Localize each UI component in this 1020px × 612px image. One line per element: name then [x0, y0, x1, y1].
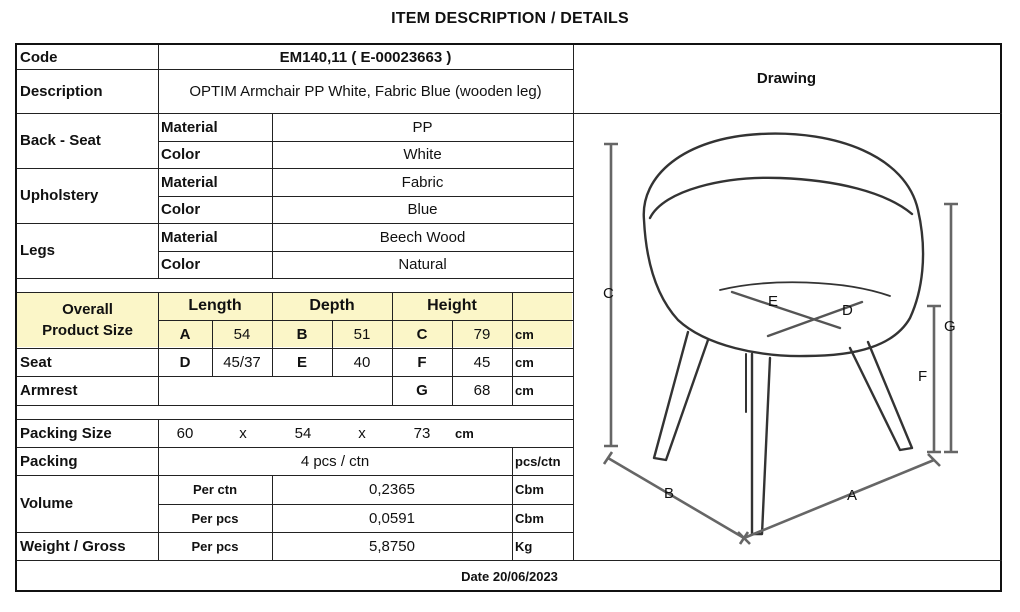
packing-size-label: Packing Size	[20, 424, 112, 442]
dim-f-line	[927, 306, 941, 452]
weight-per-pcs-label: Per pcs	[191, 538, 239, 554]
legs-material-label: Material	[161, 228, 218, 246]
volume-label: Volume	[20, 495, 74, 512]
volume-per-ctn-label: Per ctn	[192, 482, 238, 497]
rule	[17, 278, 573, 279]
back-seat-material-label: Material	[161, 118, 218, 136]
dim-a-value: 54	[233, 325, 251, 343]
dim-a-line	[738, 454, 940, 544]
volume-unit-pcs: Cbm	[515, 510, 544, 526]
armrest-unit: cm	[515, 383, 534, 398]
dim-d-key: D	[179, 353, 191, 371]
back-seat-material: PP	[412, 118, 433, 136]
dim-f-label: F	[918, 368, 928, 385]
back-seat-color: White	[403, 146, 442, 163]
packing-label: Packing	[20, 452, 78, 470]
dim-b-label: B	[664, 485, 675, 502]
drawing-label: Drawing	[756, 69, 817, 87]
armrest-label: Armrest	[20, 382, 78, 399]
dim-e-value: 40	[353, 353, 371, 371]
code-label: Code	[20, 48, 58, 66]
legs-color: Natural	[398, 256, 447, 273]
upholstery-material-label: Material	[161, 173, 218, 191]
dim-a-key: A	[179, 325, 191, 343]
chair-leg-front-right	[850, 342, 912, 450]
dim-c-key: C	[416, 325, 428, 343]
volume-unit-ctn: Cbm	[515, 482, 544, 497]
dim-g-key: G	[416, 382, 428, 399]
dim-f-value: 45	[473, 353, 491, 371]
rule	[17, 405, 573, 406]
dim-f-key: F	[417, 353, 427, 371]
packing-unit: pcs/ctn	[515, 453, 561, 469]
packing-x-2: x	[358, 424, 366, 442]
dim-c-value: 79	[473, 325, 491, 343]
chair-seat-edge	[720, 282, 890, 296]
size-unit: cm	[515, 326, 534, 342]
dim-b-key: B	[296, 325, 308, 343]
date-footer: Date 20/06/2023	[461, 568, 558, 584]
weight-value: 5,8750	[369, 537, 415, 555]
description-value: OPTIM Armchair PP White, Fabric Blue (wooden leg)	[189, 82, 542, 100]
dim-g-label: G	[944, 318, 956, 335]
code-value: EM140,11 ( E-00023663 )	[279, 48, 452, 66]
dim-e-line	[732, 292, 840, 328]
back-seat-color-label: Color	[161, 146, 201, 163]
height-header: Height	[427, 297, 477, 314]
overall-size-label: Overall Product Size	[42, 301, 133, 339]
volume-per-pcs-label: Per pcs	[191, 510, 239, 526]
packing-x-1: x	[239, 424, 247, 442]
seat-unit: cm	[515, 354, 534, 370]
weight-unit: Kg	[515, 538, 533, 554]
dim-e-label: E	[768, 293, 779, 310]
description-label: Description	[20, 82, 103, 100]
dim-d-label: D	[842, 302, 853, 319]
volume-per-ctn: 0,2365	[369, 481, 415, 498]
dim-g-value: 68	[473, 382, 491, 399]
seat-label: Seat	[20, 353, 52, 371]
dim-b-value: 51	[353, 325, 371, 343]
chair-shell	[644, 134, 923, 356]
upholstery-label: Upholstery	[20, 187, 99, 204]
chair-leg-front-left	[654, 332, 708, 460]
length-header: Length	[188, 297, 242, 314]
weight-label: Weight / Gross	[20, 537, 126, 555]
upholstery-color-label: Color	[161, 201, 201, 218]
volume-per-pcs: 0,0591	[369, 509, 415, 527]
upholstery-color: Blue	[407, 201, 438, 218]
legs-color-label: Color	[161, 256, 201, 273]
dim-d-value: 45/37	[223, 353, 261, 371]
chair-leg-back-left	[752, 354, 770, 534]
upholstery-material: Fabric	[401, 173, 444, 191]
dim-e-key: E	[296, 353, 307, 371]
legs-label: Legs	[20, 242, 56, 259]
packing-size-unit: cm	[455, 425, 474, 441]
dim-a-label: A	[847, 487, 858, 504]
packing-value: 4 pcs / ctn	[300, 452, 370, 470]
dim-c-label: C	[603, 285, 614, 302]
legs-material: Beech Wood	[379, 228, 466, 246]
packing-width: 54	[294, 424, 312, 442]
dim-b-line	[604, 452, 748, 544]
chair-drawing	[574, 114, 1001, 560]
packing-length: 60	[176, 424, 194, 442]
depth-header: Depth	[309, 297, 355, 314]
page-title: ITEM DESCRIPTION / DETAILS	[391, 10, 629, 27]
back-seat-label: Back - Seat	[20, 132, 101, 149]
chair-inner-rim	[650, 178, 912, 218]
packing-height: 73	[413, 424, 431, 442]
